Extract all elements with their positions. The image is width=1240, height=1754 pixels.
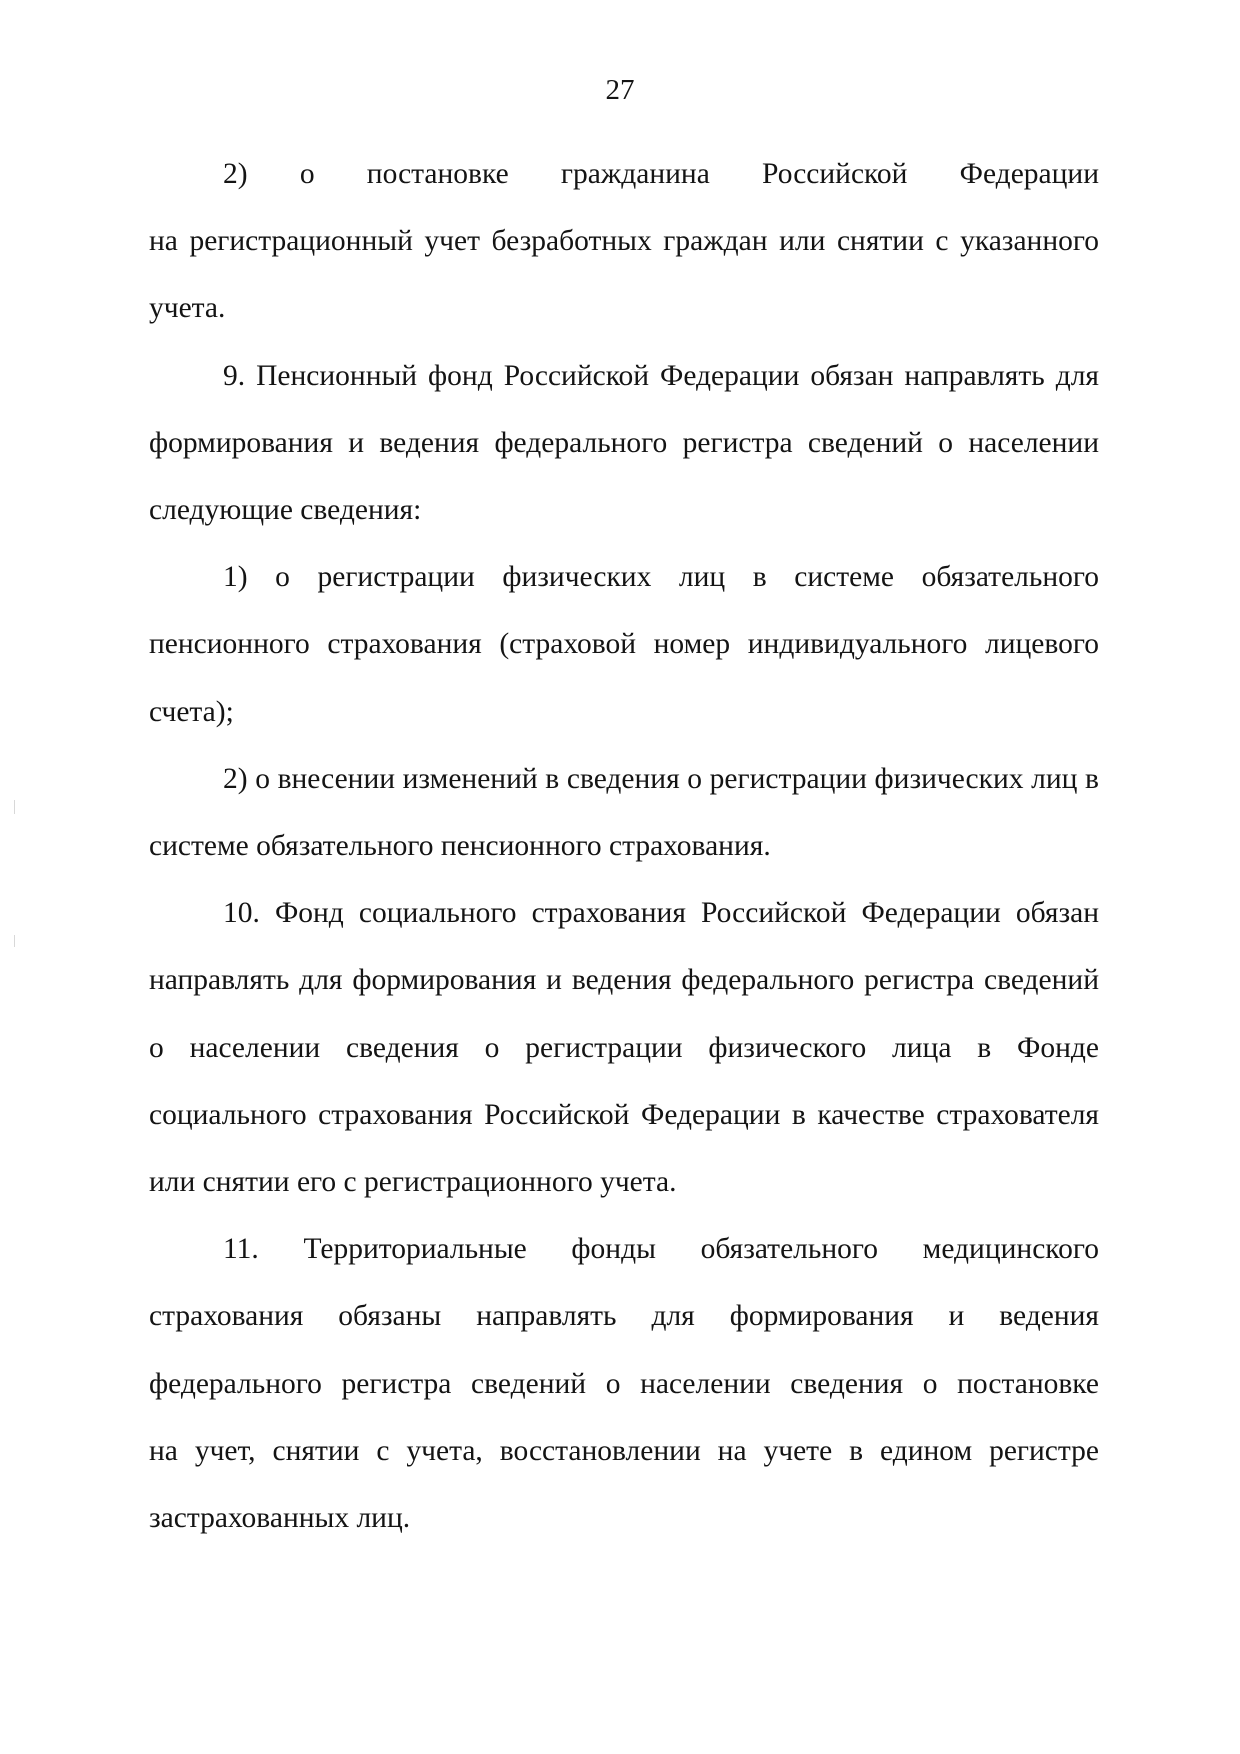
text-line: или снятии его с регистрационного учета. — [149, 1166, 677, 1199]
text-line: федерального регистра сведений о населении сведения о постановке — [149, 1367, 1099, 1400]
text-line: системе обязательного пенсионного страхования. — [149, 830, 771, 863]
text-line: формирования и ведения федерального регистра сведений о населении — [149, 426, 1099, 459]
text-line: 11. Территориальные фонды обязательного медицинского — [223, 1233, 1099, 1266]
text-line: страхования обязаны направлять для формирования и ведения — [149, 1300, 1099, 1333]
paragraph-item-8-2 — [149, 141, 1099, 343]
text-line: 1) о регистрации физических лиц в системе обязательного — [223, 561, 1099, 594]
scan-edge-mark — [14, 800, 15, 814]
paragraph-item-9-2 — [149, 746, 1099, 880]
text-line: пенсионного страхования (страховой номер индивидуального лицевого — [149, 628, 1099, 661]
text-line: социального страхования Российской Федерации в качестве страхователя — [149, 1098, 1099, 1131]
document-body — [149, 141, 1099, 1552]
text-line: счета); — [149, 695, 234, 728]
text-line: на регистрационный учет безработных граждан или снятии с указанного — [149, 225, 1099, 258]
text-line: направлять для формирования и ведения федерального регистра сведений — [149, 964, 1099, 997]
text-line: 2) о постановке гражданина Российской Федерации — [223, 158, 1099, 190]
text-line: 10. Фонд социального страхования Российской Федерации обязан — [223, 897, 1099, 930]
paragraph-item-10 — [149, 880, 1099, 1216]
text-line: учета. — [149, 292, 226, 325]
paragraph-item-9 — [149, 343, 1099, 545]
text-line: на учет, снятии с учета, восстановлении на учете в едином регистре — [149, 1434, 1099, 1467]
paragraph-item-9-1 — [149, 544, 1099, 746]
text-line: 9. Пенсионный фонд Российской Федерации обязан направлять для — [223, 359, 1099, 392]
text-line: о населении сведения о регистрации физического лица в Фонде — [149, 1031, 1099, 1064]
text-line: 2) о внесении изменений в сведения о регистрации физических лиц в — [223, 762, 1099, 795]
paragraph-item-11 — [149, 1216, 1099, 1552]
page-number: 27 — [605, 74, 635, 106]
scan-edge-mark — [14, 935, 15, 947]
text-line: застрахованных лиц. — [149, 1502, 411, 1535]
text-line: следующие сведения: — [149, 494, 422, 527]
